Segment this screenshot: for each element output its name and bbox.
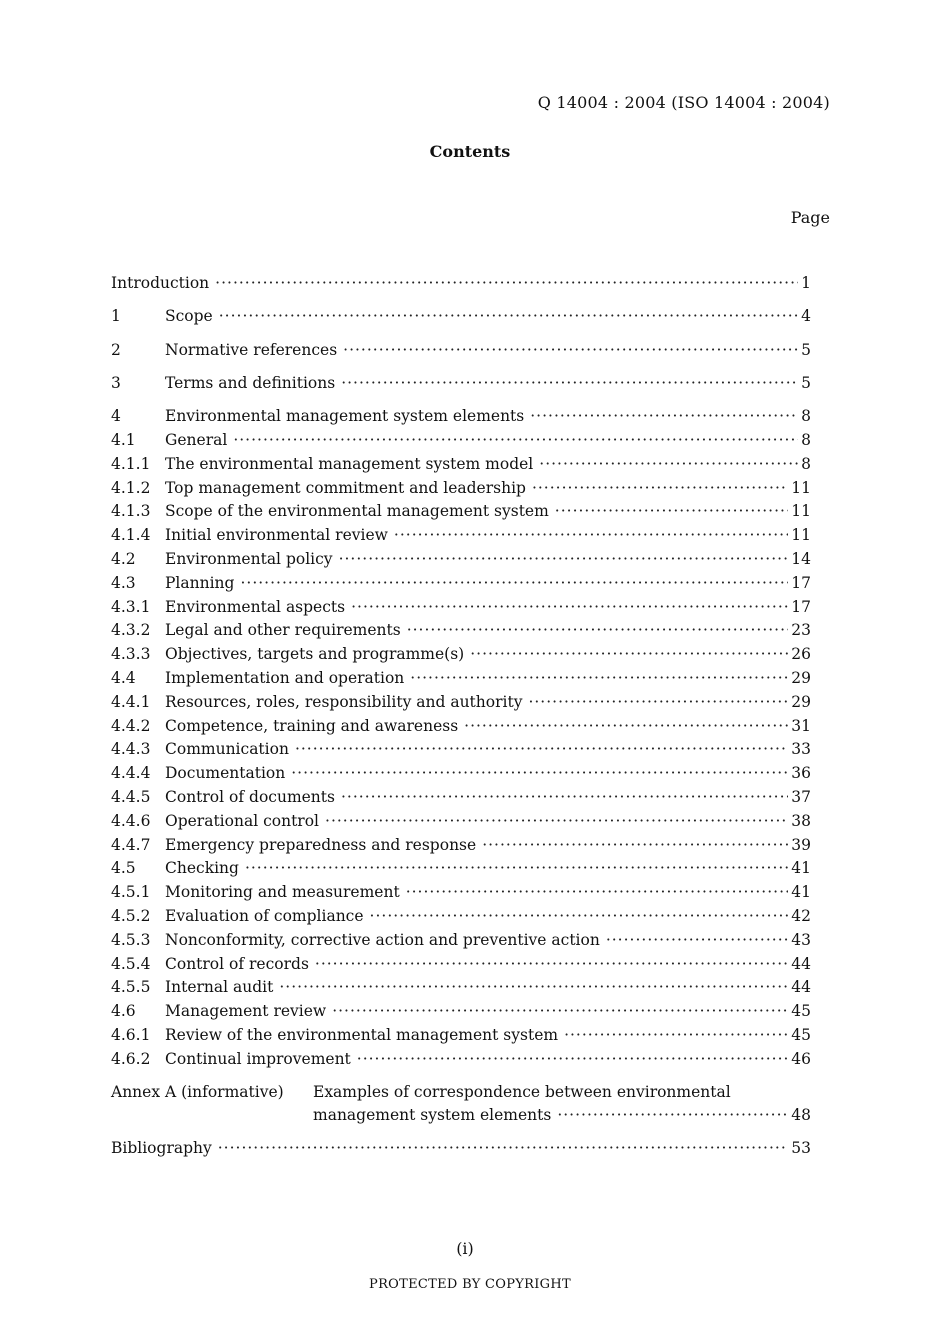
toc-entry[interactable] [111,1048,811,1072]
toc-entry-title: Introduction [111,274,210,292]
toc-entry-number: 4.5 [111,859,136,878]
toc-entry-page: 8 [801,407,811,426]
toc-entry-number: 4.1 [111,430,136,449]
leader-dots [528,691,788,715]
toc-entry-page: 11 [791,478,811,497]
toc-entry-page: 17 [791,573,811,592]
toc-entry[interactable] [111,524,811,548]
leader-dots [470,643,788,667]
toc-entry[interactable] [111,881,811,905]
toc-entry-title: Control of records [165,954,309,973]
toc-entry-number: 4.1.4 [111,526,151,545]
toc-entry-title: The environmental management system model [165,454,534,473]
toc-entry-number: 4.2 [111,549,136,568]
toc-entry-page: 43 [791,930,811,949]
toc-entry-page: 11 [791,526,811,545]
toc-entry-title: Monitoring and measurement [165,883,400,902]
toc-entry-title: Environmental aspects [165,597,346,616]
toc-entry-title: Environmental management system elements [165,407,525,426]
toc-entry-scope[interactable] [111,305,811,329]
leader-dots [233,429,798,453]
leader-dots [240,572,788,596]
leader-dots [339,548,789,572]
toc-entry-page: 5 [801,373,811,392]
toc-entry-page: 5 [801,340,811,359]
toc-entry[interactable] [111,976,811,1000]
toc-entry[interactable] [111,429,811,453]
leader-dots [532,477,788,501]
toc-entry-title: General [165,430,228,449]
toc-entry[interactable] [111,1000,811,1024]
toc-entry[interactable] [111,929,811,953]
toc-entry-title: Communication [165,740,289,759]
toc-entry[interactable] [111,810,811,834]
toc-entry[interactable] [111,619,811,643]
leader-dots [606,929,788,953]
toc-entry-title: Checking [165,859,239,878]
leader-dots [370,905,789,929]
toc-entry-page: 41 [791,883,811,902]
toc-entry-title: Top management commitment and leadership [165,478,526,497]
toc-entry-number: 4.1.3 [111,502,151,521]
table-of-contents [111,272,811,1161]
toc-entry-number: 4.5.1 [111,883,151,902]
toc-entry-page: 41 [791,859,811,878]
toc-entry-page: 29 [791,668,811,687]
toc-entry-page: 8 [801,430,811,449]
annex-label: Annex A (informative) [111,1082,284,1101]
toc-entry-title: Emergency preparedness and response [165,835,477,854]
toc-entry-number: 4.4.7 [111,835,151,854]
toc-entry[interactable] [111,643,811,667]
toc-entry-page: 37 [791,787,811,806]
toc-entry[interactable] [111,405,811,429]
leader-dots [325,810,788,834]
toc-entry[interactable] [111,572,811,596]
leader-dots [351,596,788,620]
leader-dots [406,881,789,905]
toc-entry[interactable] [111,953,811,977]
toc-entry-number: 4.6 [111,1002,136,1021]
leader-dots [341,372,798,396]
toc-entry-number: 2 [111,340,121,359]
annex-title-line-1: Examples of correspondence between environmental [313,1082,731,1101]
toc-entry-title: Objectives, targets and programme(s) [165,645,465,664]
toc-entry[interactable] [111,762,811,786]
toc-entry-title: Planning [165,573,235,592]
leader-dots [530,405,798,429]
leader-dots [557,1104,788,1128]
toc-entry-number: 4.4.4 [111,764,151,783]
toc-entry[interactable] [111,738,811,762]
toc-entry-page: 53 [791,1139,811,1158]
standard-identifier: Q 14004 : 2004 (ISO 14004 : 2004) [537,93,830,112]
toc-entry-number: 4.6.1 [111,1025,151,1044]
toc-entry-number: 1 [111,307,121,326]
toc-entry-title: Bibliography [111,1139,212,1158]
toc-entry[interactable] [111,905,811,929]
leader-dots [219,305,798,329]
leader-dots [410,667,788,691]
toc-entry-page: 48 [791,1106,811,1125]
toc-entry-title: Environmental policy [165,549,333,568]
toc-entry-number: 4.5.3 [111,930,151,949]
toc-entry-title: Implementation and operation [165,668,405,687]
leader-dots [464,715,788,739]
toc-entry-title: Legal and other requirements [165,621,401,640]
toc-entry-page: 44 [791,978,811,997]
toc-entry-number: 4.6.2 [111,1049,151,1068]
toc-entry-number: 4 [111,407,121,426]
leader-dots [295,738,788,762]
toc-entry-page: 11 [791,502,811,521]
toc-entry-title: Competence, training and awareness [165,716,459,735]
toc-entry-page: 38 [791,811,811,830]
toc-entry-terms-definitions[interactable] [111,372,811,396]
leader-dots [407,619,789,643]
toc-entry-page: 8 [801,454,811,473]
toc-entry-page: 46 [791,1049,811,1068]
toc-entry-annex-a[interactable] [111,1081,811,1129]
toc-entry-number: 4.1.1 [111,454,151,473]
annex-title-line-2: management system elements [313,1106,552,1125]
toc-entry[interactable] [111,548,811,572]
footer-page-number: (i) [456,1239,474,1258]
toc-entry-title: Internal audit [165,978,274,997]
toc-entry[interactable] [111,453,811,477]
toc-entry-number: 4.4.3 [111,740,151,759]
toc-entry-title: Review of the environmental management system [165,1025,559,1044]
toc-entry-title: Scope [165,307,213,326]
toc-entry-number: 4.4.2 [111,716,151,735]
toc-entry-page: 23 [791,621,811,640]
leader-dots [394,524,788,548]
toc-entry-number: 4.4 [111,668,136,687]
toc-entry-title: Nonconformity, corrective action and preventive action [165,930,600,949]
toc-entry-page: 14 [791,549,811,568]
toc-entry-page: 39 [791,835,811,854]
page-column-label: Page [790,208,830,227]
toc-entry-title: Operational control [165,811,320,830]
toc-entry-title: Documentation [165,764,286,783]
toc-entry-page: 45 [791,1025,811,1044]
toc-entry[interactable] [111,715,811,739]
toc-entry[interactable] [111,667,811,691]
toc-entry[interactable] [111,691,811,715]
copyright-notice: PROTECTED BY COPYRIGHT [369,1277,571,1292]
toc-entry-title: Evaluation of compliance [165,906,364,925]
toc-entry[interactable] [111,786,811,810]
toc-entry-number: 4.3.3 [111,645,151,664]
leader-dots [341,786,788,810]
toc-entry-number: 4.3.2 [111,621,151,640]
leader-dots [539,453,798,477]
toc-entry-number: 4.4.6 [111,811,151,830]
leader-dots [218,1137,789,1161]
toc-entry[interactable] [111,500,811,524]
toc-entry-number: 4.3 [111,573,136,592]
toc-entry-title: Management review [165,1002,327,1021]
toc-entry-page: 42 [791,906,811,925]
toc-entry-title: Initial environmental review [165,526,388,545]
leader-dots [215,272,798,296]
toc-entry-title: Control of documents [165,787,335,806]
toc-entry-page: 44 [791,954,811,973]
toc-entry-number: 4.5.5 [111,978,151,997]
toc-entry-title: Terms and definitions [165,373,336,392]
toc-entry[interactable] [111,834,811,858]
toc-entry-number: 4.4.5 [111,787,151,806]
toc-entry-page: 31 [791,716,811,735]
leader-dots [555,500,788,524]
toc-entry-number: 4.5.4 [111,954,151,973]
toc-entry-title: Scope of the environmental management system [165,502,549,521]
leader-dots [357,1048,788,1072]
toc-entry-number: 3 [111,373,121,392]
toc-entry-page: 33 [791,740,811,759]
leader-dots [279,976,788,1000]
toc-entry-normative-references[interactable] [111,339,811,363]
leader-dots [245,857,788,881]
leader-dots [482,834,788,858]
toc-entry-introduction[interactable] [111,272,811,296]
toc-entry[interactable] [111,477,811,501]
toc-entry-number: 4.1.2 [111,478,151,497]
leader-dots [564,1024,788,1048]
toc-entry[interactable] [111,1024,811,1048]
toc-entry-page: 29 [791,692,811,711]
toc-entry-number: 4.4.1 [111,692,151,711]
toc-entry-page: 1 [801,274,811,292]
toc-entry-page: 26 [791,645,811,664]
page-title: Contents [429,142,511,161]
toc-entry[interactable] [111,857,811,881]
leader-dots [343,339,798,363]
toc-entry-title: Resources, roles, responsibility and authority [165,692,523,711]
toc-entry-title: Continual improvement [165,1049,351,1068]
toc-section-4-group [111,405,811,1071]
toc-entry-bibliography[interactable] [111,1137,811,1161]
toc-entry-page: 4 [801,307,811,326]
toc-entry-title: Normative references [165,340,338,359]
toc-entry-page: 17 [791,597,811,616]
leader-dots [315,953,788,977]
toc-entry-page: 36 [791,764,811,783]
leader-dots [291,762,788,786]
toc-entry-page: 45 [791,1002,811,1021]
toc-entry[interactable] [111,596,811,620]
leader-dots [332,1000,788,1024]
toc-entry-number: 4.3.1 [111,597,151,616]
toc-entry-number: 4.5.2 [111,906,151,925]
